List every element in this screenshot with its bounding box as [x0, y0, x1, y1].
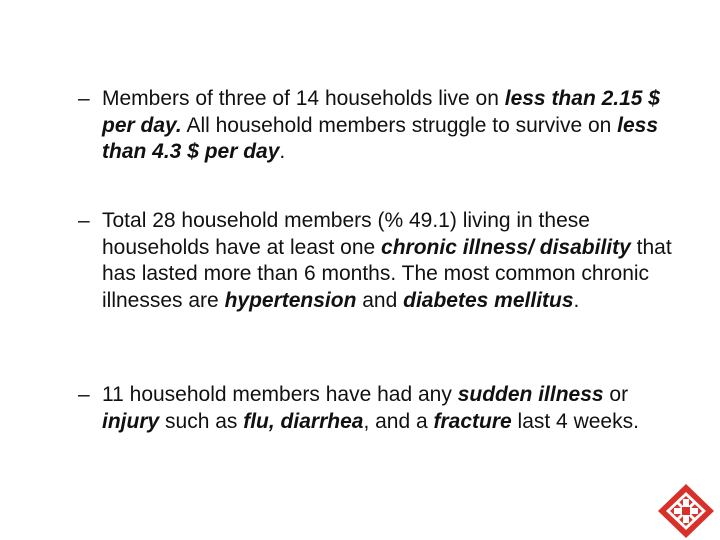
- bullet-emphasis: less than 4.3 $ per day: [102, 113, 659, 163]
- bullet-text: and: [356, 288, 404, 312]
- bullet-text: last 4 weeks.: [511, 409, 639, 433]
- bullet-text: , and a: [363, 409, 434, 433]
- bullet-sudden-illness: [78, 382, 678, 435]
- bullet-text: such as: [159, 409, 244, 433]
- bullet-emphasis: hypertension: [224, 288, 357, 312]
- bullet-emphasis: chronic illness/ disability: [381, 235, 631, 259]
- bullet-emphasis: flu, diarrhea: [243, 409, 364, 433]
- bullet-text: All household members struggle to survive on: [181, 113, 618, 137]
- bullet-emphasis: injury: [102, 409, 160, 433]
- red-diamond-cross-logo-icon: [656, 482, 716, 540]
- bullet-text: 11 household members have had any: [102, 383, 458, 406]
- bullet-text: .: [573, 288, 580, 312]
- bullet-dash: –: [78, 87, 90, 110]
- bullet-text: .: [279, 140, 286, 163]
- bullet-text: Total 28 household members (% 49.1) living in these households have at least one: [102, 209, 590, 259]
- bullet-text: or: [603, 383, 629, 406]
- bullet-text: Members of three of 14 households live on: [102, 87, 505, 110]
- bullet-dash: –: [78, 209, 90, 232]
- bullet-emphasis: less than 2.15 $ per day.: [102, 87, 660, 137]
- bullet-emphasis: diabetes mellitus: [403, 288, 574, 312]
- bullet-income: [78, 86, 678, 166]
- bullet-emphasis: fracture: [433, 409, 512, 433]
- bullet-emphasis: sudden illness: [457, 383, 604, 406]
- bullet-text: that has lasted more than 6 months. The most common chronic illnesses are: [102, 235, 672, 312]
- bullet-dash: –: [78, 383, 90, 406]
- bullet-chronic-illness: [78, 208, 678, 314]
